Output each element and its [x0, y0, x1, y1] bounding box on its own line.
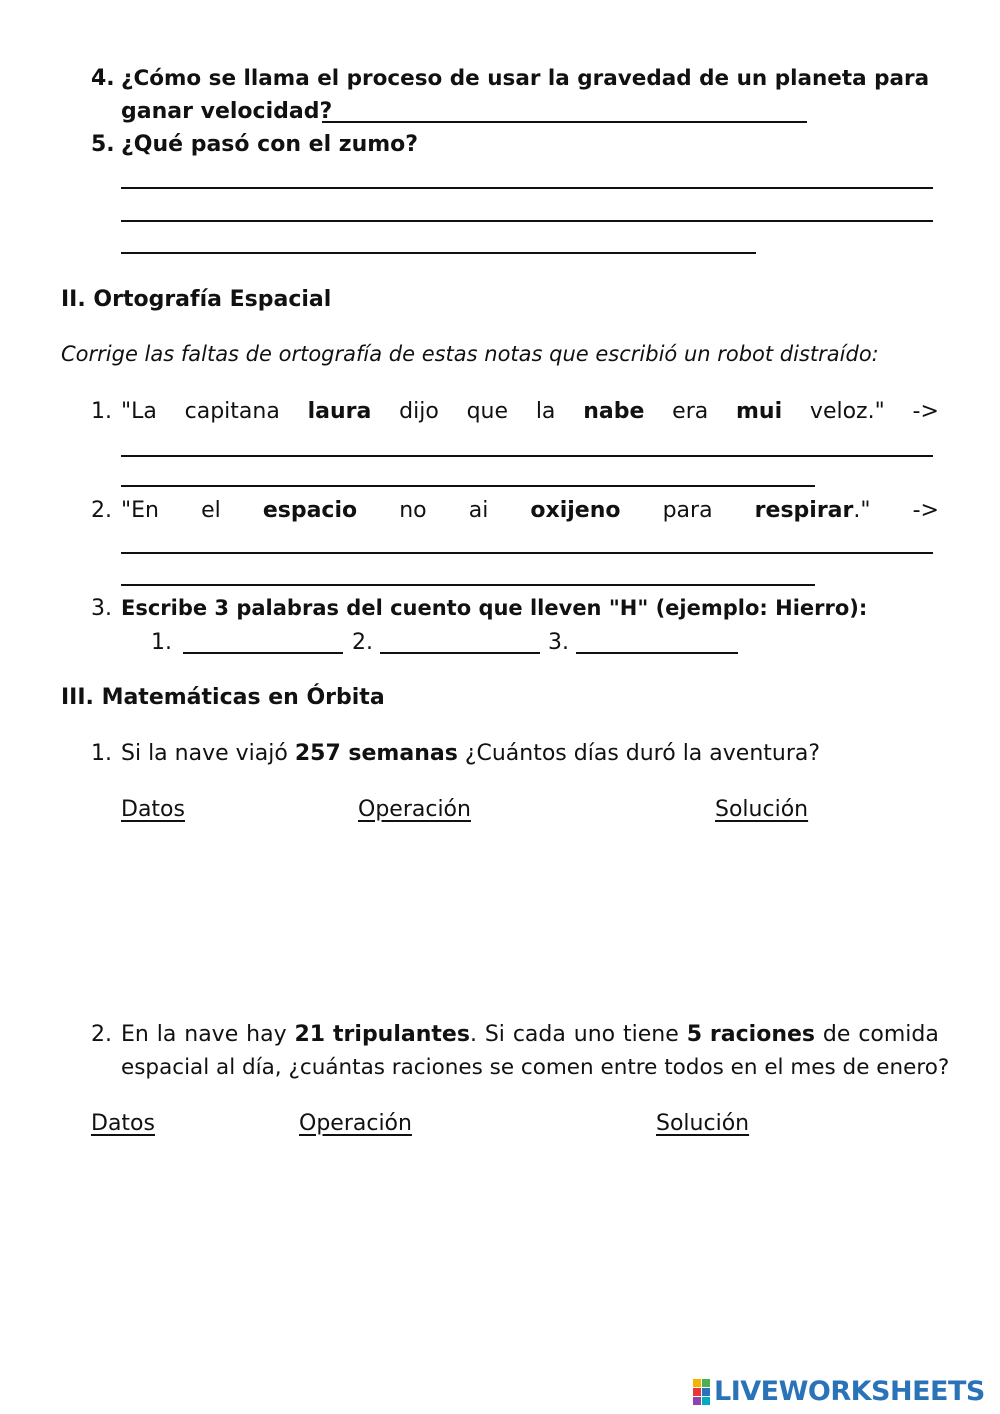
problem2-word: la — [156, 1022, 177, 1047]
item3-blank-label-3: 3. — [548, 630, 569, 655]
item1-word-error: laura — [307, 399, 372, 424]
item2-word: para — [662, 498, 713, 523]
problem2-word: En — [121, 1022, 149, 1047]
item3-blank-2[interactable] — [380, 652, 540, 654]
problem2-word: nave — [184, 1022, 239, 1047]
problem2-line1 — [121, 1022, 939, 1047]
item1-word: "La — [121, 399, 157, 424]
q5-number: 5. — [91, 132, 115, 157]
item1-answer-line-1[interactable] — [121, 455, 933, 457]
liveworksheets-logo — [693, 1376, 985, 1407]
problem2-datos-header: Datos — [91, 1111, 155, 1136]
item2-sentence — [121, 498, 939, 523]
q4-number: 4. — [91, 66, 115, 91]
item2-word: ai — [468, 498, 489, 523]
item1-word: la — [535, 399, 556, 424]
problem2-word-bold: raciones — [709, 1022, 815, 1047]
logo-text: LIVEWORKSHEETS — [714, 1376, 985, 1407]
problem2-line2: espacial al día, ¿cuántas raciones se comen entre todos en el mes de enero? — [121, 1055, 950, 1080]
q5-answer-line-2[interactable] — [121, 220, 933, 222]
item2-word-error: espacio — [262, 498, 358, 523]
problem2-operacion-header: Operación — [299, 1111, 412, 1136]
problem2-word: Si — [484, 1022, 505, 1047]
item1-word: que — [466, 399, 509, 424]
item1-word: veloz." — [809, 399, 885, 424]
item1-word: capitana — [184, 399, 280, 424]
problem1-text — [121, 741, 820, 766]
item2-arrow: -> — [912, 498, 939, 523]
item3-text: Escribe 3 palabras del cuento que lleven "H" (ejemplo: Hierro): — [121, 596, 868, 620]
item3-blank-label-2: 2. — [352, 630, 373, 655]
item1-sentence — [121, 399, 939, 424]
problem2-word: tiene — [623, 1022, 679, 1047]
item1-arrow: -> — [912, 399, 939, 424]
item1-word-error: mui — [736, 399, 783, 424]
item3-blank-3[interactable] — [576, 652, 738, 654]
item1-word-error: nabe — [583, 399, 645, 424]
item2-answer-line-2[interactable] — [121, 584, 815, 586]
logo-square — [702, 1388, 710, 1396]
q5-answer-line-3[interactable] — [121, 252, 756, 254]
q4-line2: ganar velocidad? — [121, 99, 333, 124]
problem2-word: . — [469, 1022, 477, 1047]
q4-answer-line[interactable] — [322, 121, 807, 123]
logo-square — [693, 1397, 701, 1405]
problem1-number: 1. — [91, 741, 112, 766]
problem1-post: ¿Cuántos días duró la aventura? — [464, 741, 821, 766]
problem2-number: 2. — [91, 1022, 112, 1047]
item2-word: el — [201, 498, 221, 523]
item2-number: 2. — [91, 498, 112, 523]
item2-word: no — [399, 498, 427, 523]
q5-text: ¿Qué pasó con el zumo? — [121, 132, 419, 157]
item3-blank-label-1: 1. — [151, 630, 172, 655]
section2-title: II. Ortografía Espacial — [61, 287, 332, 312]
problem2-solucion-header: Solución — [656, 1111, 750, 1136]
problem2-word-bold: 21 — [294, 1022, 326, 1047]
problem2-word-bold: tripulantes — [333, 1022, 470, 1047]
item2-answer-line-1[interactable] — [121, 552, 933, 554]
problem1-operacion-header: Operación — [358, 797, 471, 822]
problem2-word: de — [822, 1022, 851, 1047]
section2-instruction: Corrige las faltas de ortografía de estas notas que escribió un robot distraído: — [61, 342, 879, 366]
problem2-work-area[interactable] — [91, 1145, 933, 1345]
item2-word-error: oxijeno — [530, 498, 621, 523]
problem1-work-area[interactable] — [121, 830, 933, 1000]
section3-title: III. Matemáticas en Órbita — [61, 685, 385, 710]
q5-answer-line-1[interactable] — [121, 187, 933, 189]
logo-square — [702, 1379, 710, 1387]
logo-mark-icon — [693, 1379, 710, 1405]
item1-word: era — [672, 399, 709, 424]
problem1-bold: 257 semanas — [294, 741, 458, 766]
logo-square — [693, 1379, 701, 1387]
logo-square — [702, 1397, 710, 1405]
logo-square — [693, 1388, 701, 1396]
item2-word: "En — [121, 498, 159, 523]
item2-word-error: respirar — [754, 498, 854, 523]
item3-blank-1[interactable] — [183, 652, 343, 654]
problem2-word: hay — [246, 1022, 287, 1047]
problem2-word: cada — [512, 1022, 566, 1047]
problem1-datos-header: Datos — [121, 797, 185, 822]
item1-word: dijo — [399, 399, 439, 424]
problem1-pre: Si la nave viajó — [121, 741, 288, 766]
problem2-word: comida — [858, 1022, 939, 1047]
item1-answer-line-2[interactable] — [121, 485, 815, 487]
q4-line1: ¿Cómo se llama el proceso de usar la gravedad de un planeta para — [121, 66, 930, 91]
problem2-word: uno — [573, 1022, 616, 1047]
problem2-word-bold: 5 — [686, 1022, 703, 1047]
item2-word: ." — [853, 498, 871, 523]
item3-number: 3. — [91, 596, 112, 621]
problem1-solucion-header: Solución — [715, 797, 809, 822]
item1-number: 1. — [91, 399, 112, 424]
